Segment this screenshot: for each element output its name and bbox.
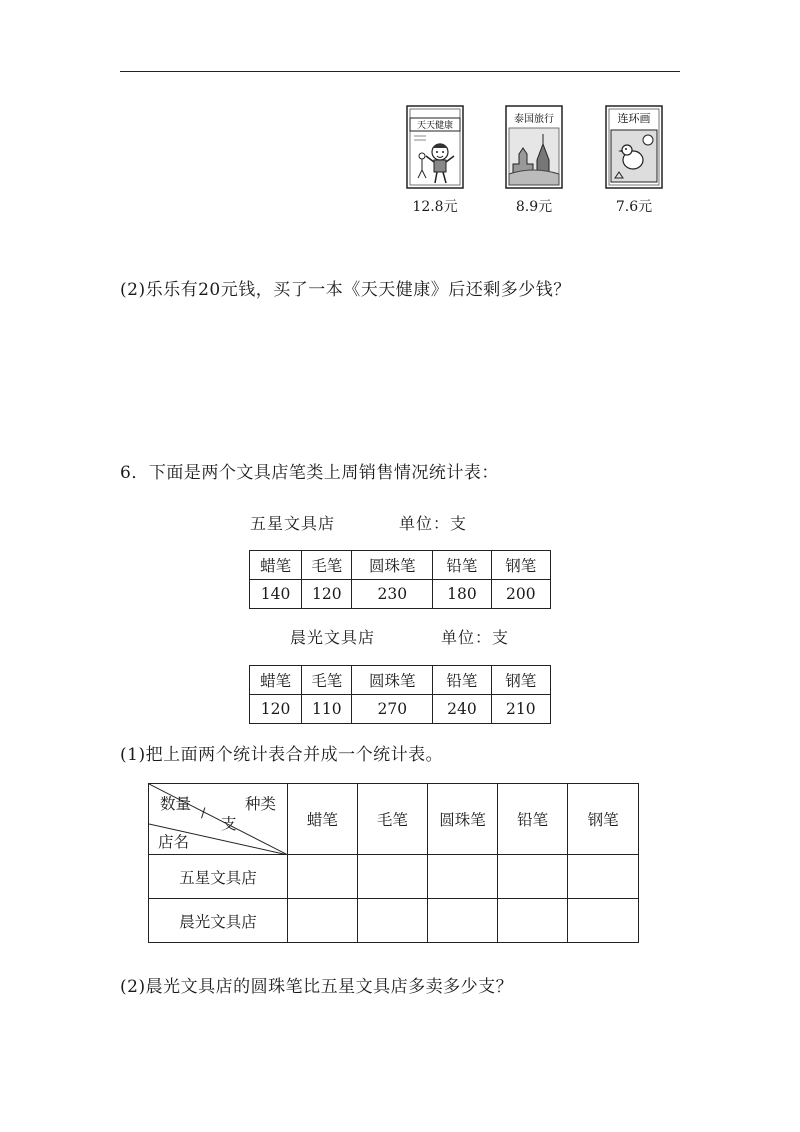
- blank-cell[interactable]: [497, 899, 568, 943]
- value-cell: 270: [352, 695, 433, 724]
- header-cell: 钢笔: [491, 666, 550, 695]
- question-6-intro: 6．下面是两个文具店笔类上周销售情况统计表：: [120, 463, 499, 483]
- book-title: 连环画: [617, 112, 651, 125]
- blank-cell[interactable]: [357, 855, 428, 899]
- header-cell: 蜡笔: [250, 551, 302, 580]
- header-cell: 钢笔: [491, 551, 550, 580]
- value-cell: 200: [491, 580, 550, 609]
- question-6-1: (1)把上面两个统计表合并成一个统计表。: [120, 745, 444, 765]
- header-cell: 圆珠笔: [352, 666, 433, 695]
- header-cell: 毛笔: [357, 784, 428, 855]
- diag-unit-label: 支: [221, 815, 237, 833]
- value-cell: 110: [302, 695, 352, 724]
- book-price-3: 7.6元: [615, 199, 653, 215]
- blank-cell[interactable]: [357, 899, 428, 943]
- blank-cell[interactable]: [428, 855, 498, 899]
- value-cell: 180: [433, 580, 491, 609]
- value-cell: 120: [250, 695, 302, 724]
- question-6-2: (2)晨光文具店的圆珠笔比五星文具店多卖多少支？: [120, 977, 514, 997]
- header-cell: 圆珠笔: [428, 784, 498, 855]
- header-cell: 毛笔: [302, 666, 352, 695]
- store1-title: 五星文具店: [250, 514, 336, 533]
- book-title: 泰国旅行: [514, 114, 554, 125]
- book-taiguo-lvxing: [503, 104, 565, 190]
- header-cell: 圆珠笔: [352, 551, 433, 580]
- book-lianhuanhua: [603, 104, 665, 190]
- header-cell: 铅笔: [497, 784, 568, 855]
- blank-cell[interactable]: [497, 855, 568, 899]
- blank-cell[interactable]: [288, 855, 358, 899]
- blank-cell[interactable]: [428, 899, 498, 943]
- header-cell: 钢笔: [568, 784, 639, 855]
- blank-cell[interactable]: [568, 899, 639, 943]
- value-cell: 230: [352, 580, 433, 609]
- book-price-1: 12.8元: [412, 199, 458, 215]
- store2-table: [249, 665, 551, 724]
- blank-cell[interactable]: [568, 855, 639, 899]
- value-cell: 140: [250, 580, 302, 609]
- question-5-2: (2)乐乐有20元钱，买了一本《天天健康》后还剩多少钱？: [120, 280, 571, 300]
- diag-quantity-label: 数量: [160, 795, 192, 813]
- store1-unit: 单位：支: [399, 514, 468, 533]
- merged-table: [148, 783, 639, 943]
- blank-cell[interactable]: [288, 899, 358, 943]
- header-cell: 铅笔: [433, 551, 491, 580]
- header-rule: [120, 71, 680, 72]
- row-label: 晨光文具店: [149, 899, 288, 943]
- store2-title: 晨光文具店: [290, 628, 376, 647]
- diagonal-header-cell: [149, 784, 288, 855]
- value-cell: 210: [491, 695, 550, 724]
- value-cell: 120: [302, 580, 352, 609]
- header-cell: 铅笔: [433, 666, 491, 695]
- book-price-2: 8.9元: [515, 199, 553, 215]
- header-cell: 蜡笔: [250, 666, 302, 695]
- row-label: 五星文具店: [149, 855, 288, 899]
- book-title: 天天健康: [416, 121, 454, 131]
- slash-glyph: /: [201, 806, 206, 821]
- diag-store-label: 店名: [158, 833, 190, 851]
- header-cell: 蜡笔: [288, 784, 358, 855]
- value-cell: 240: [433, 695, 491, 724]
- book-tiantian-jiankang: [404, 104, 466, 190]
- store2-unit: 单位：支: [441, 628, 510, 647]
- diag-kind-label: 种类: [245, 795, 277, 813]
- header-cell: 毛笔: [302, 551, 352, 580]
- store1-table: [249, 550, 551, 609]
